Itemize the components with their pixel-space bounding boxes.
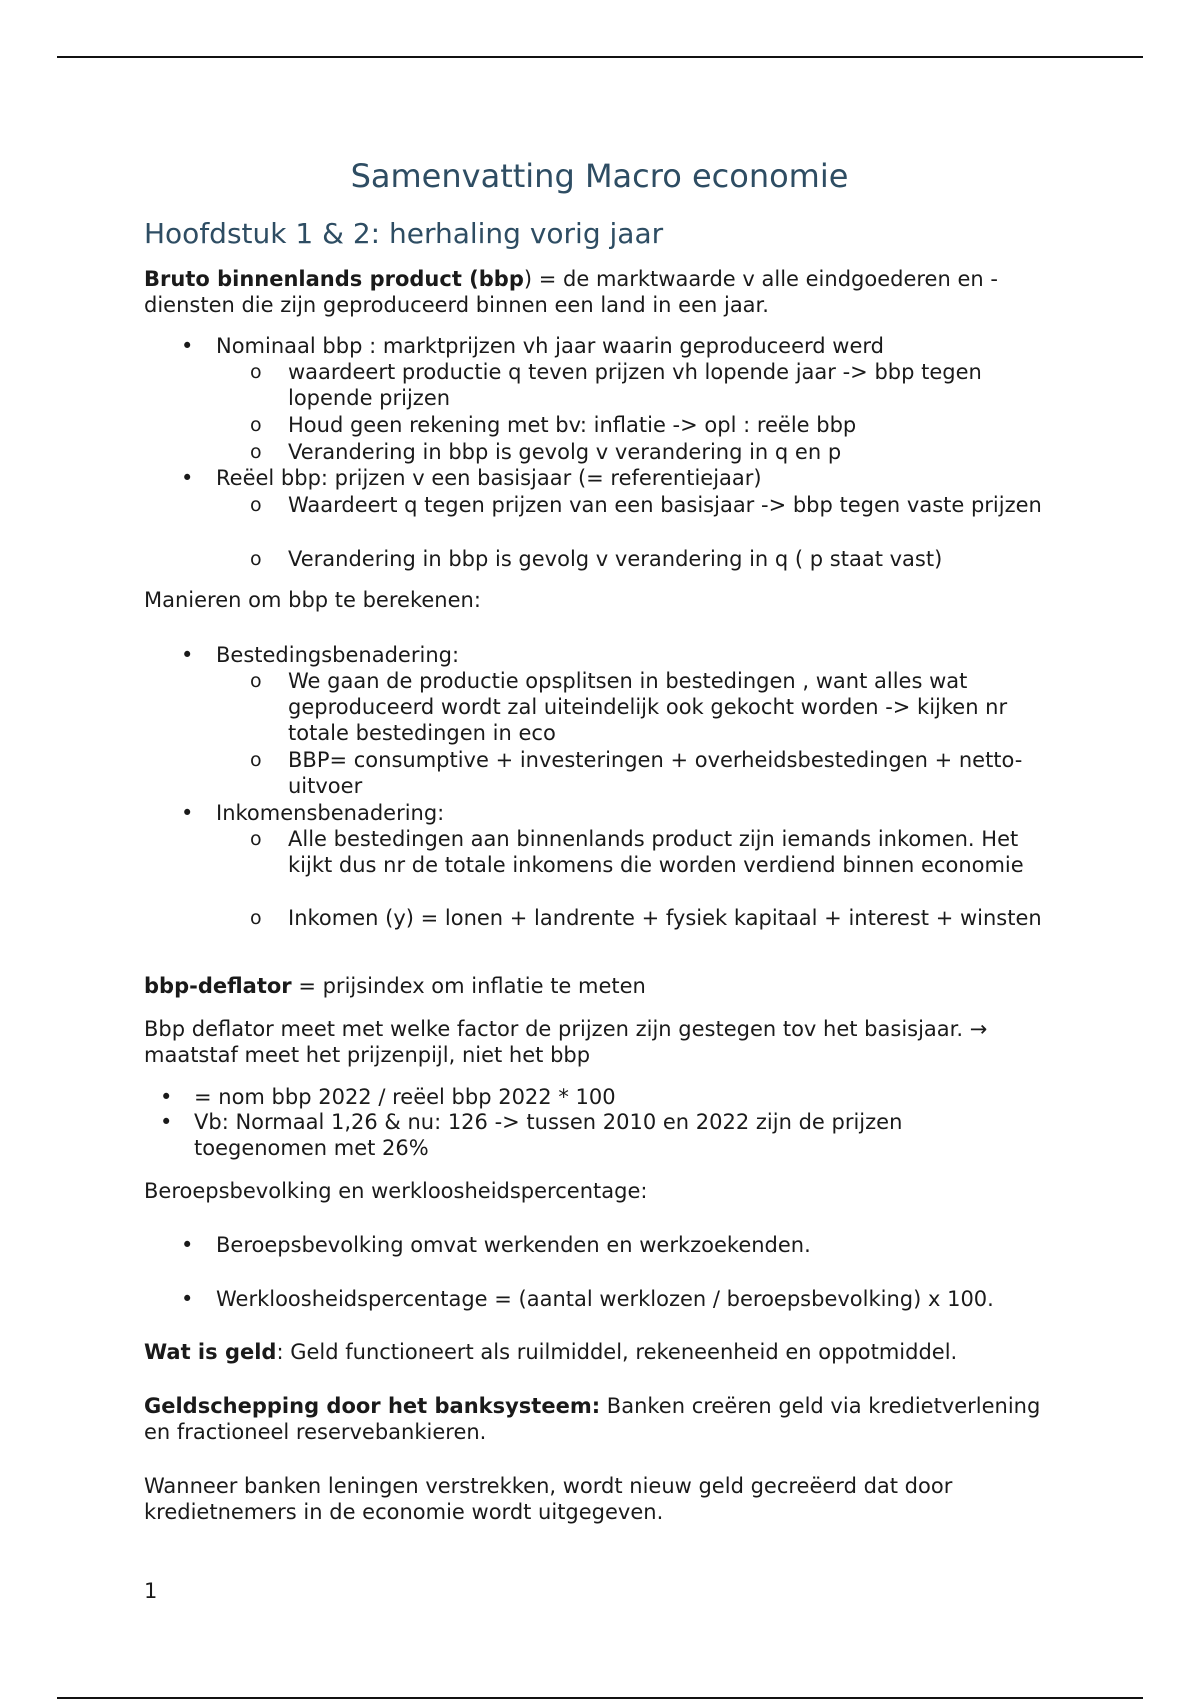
- list-item: • Vb: Normaal 1,26 & nu: 126 -> tussen 2010 en 2022 zijn de prijzen toegenomen met 26%: [160, 1110, 903, 1160]
- deflator-explanation: Bbp deflator meet met welke factor de prijzen zijn gestegen tov het basisjaar. → maatstaf meet het prijzenpijl, niet het bbp: [144, 1017, 988, 1067]
- circle-bullet-icon: o: [250, 361, 262, 383]
- list-item: • Bestedingsbenadering:: [181, 643, 460, 667]
- circle-bullet-icon: o: [250, 548, 262, 570]
- footer-rule: [57, 1697, 1143, 1699]
- deflator-definition: bbp-deflator = prijsindex om inflatie te meten: [144, 974, 646, 998]
- list-subitem: o Inkomen (y) = lonen + landrente + fysiek kapitaal + interest + winsten: [250, 906, 1042, 930]
- bullet-icon: •: [181, 1287, 194, 1311]
- list-subitem: o Verandering in bbp is gevolg v verandering in q ( p staat vast): [250, 547, 943, 571]
- bullet-icon: •: [181, 801, 194, 825]
- bbp-term: Bruto binnenlands product (bbp: [144, 267, 524, 291]
- chapter-heading: Hoofdstuk 1 & 2: herhaling vorig jaar: [144, 217, 664, 250]
- bullet-icon: •: [181, 643, 194, 667]
- bullet-icon: •: [160, 1110, 173, 1134]
- circle-bullet-icon: o: [250, 414, 262, 436]
- circle-bullet-icon: o: [250, 828, 262, 850]
- list-subitem: o Alle bestedingen aan binnenlands product zijn iemands inkomen. Het kijkt dus nr de totale inkomens die worden verdiend binnen economie: [250, 827, 1024, 877]
- methods-intro: Manieren om bbp te berekenen:: [144, 588, 481, 612]
- money-term: Wat is geld: [144, 1340, 277, 1364]
- list-item: • Werkloosheidspercentage = (aantal werklozen / beroepsbevolking) x 100.: [181, 1287, 994, 1311]
- bullet-icon: •: [181, 466, 194, 490]
- deflator-term: bbp-deflator: [144, 974, 292, 998]
- money-creation-paragraph: Wanneer banken leningen verstrekken, wordt nieuw geld gecreëerd dat door kredietnemers in de economie wordt uitgegeven.: [144, 1474, 953, 1524]
- list-item: • Nominaal bbp : marktprijzen vh jaar waarin geproduceerd werd: [181, 334, 884, 358]
- circle-bullet-icon: o: [250, 749, 262, 771]
- list-item: • Inkomensbenadering:: [181, 801, 445, 825]
- list-item: • Beroepsbevolking omvat werkenden en werkzoekenden.: [181, 1233, 811, 1257]
- list-subitem: o BBP= consumptive + investeringen + overheidsbestedingen + netto-uitvoer: [250, 748, 1023, 798]
- money-creation-term: Geldschepping door het banksysteem:: [144, 1394, 601, 1418]
- circle-bullet-icon: o: [250, 494, 262, 516]
- labour-intro: Beroepsbevolking en werkloosheidspercentage:: [144, 1179, 648, 1203]
- list-item: • = nom bbp 2022 / reëel bbp 2022 * 100: [160, 1085, 616, 1109]
- bullet-icon: •: [181, 1233, 194, 1257]
- page-number: 1: [144, 1579, 158, 1603]
- list-item: • Reëel bbp: prijzen v een basisjaar (= referentiejaar): [181, 466, 762, 490]
- list-subitem: o Houd geen rekening met bv: inflatie -> opl : reële bbp: [250, 413, 857, 437]
- list-subitem: o Verandering in bbp is gevolg v verandering in q en p: [250, 440, 842, 464]
- money-creation: Geldschepping door het banksysteem: Banken creëren geld via kredietverlening en fractioneel reservebankieren.: [144, 1394, 1041, 1444]
- header-rule: [57, 56, 1143, 58]
- circle-bullet-icon: o: [250, 907, 262, 929]
- list-subitem: o waardeert productie q teven prijzen vh lopende jaar -> bbp tegen lopende prijzen: [250, 360, 982, 410]
- money-definition: Wat is geld: Geld functioneert als ruilmiddel, rekeneenheid en oppotmiddel.: [144, 1340, 958, 1364]
- circle-bullet-icon: o: [250, 670, 262, 692]
- list-subitem: o We gaan de productie opsplitsen in bestedingen , want alles wat geproduceerd wordt zal uiteindelijk ook gekocht worden -> kijken nr totale bestedingen in eco: [250, 669, 1008, 745]
- bbp-definition-text: ) = de marktwaarde v alle eindgoederen en -diensten die zijn geproduceerd binnen een land in een jaar.: [144, 267, 998, 317]
- bullet-icon: •: [160, 1085, 173, 1109]
- bullet-icon: •: [181, 334, 194, 358]
- circle-bullet-icon: o: [250, 441, 262, 463]
- document-title: Samenvatting Macro economie: [350, 157, 849, 195]
- list-subitem: o Waardeert q tegen prijzen van een basisjaar -> bbp tegen vaste prijzen: [250, 493, 1042, 517]
- bbp-definition: [144, 266, 1064, 318]
